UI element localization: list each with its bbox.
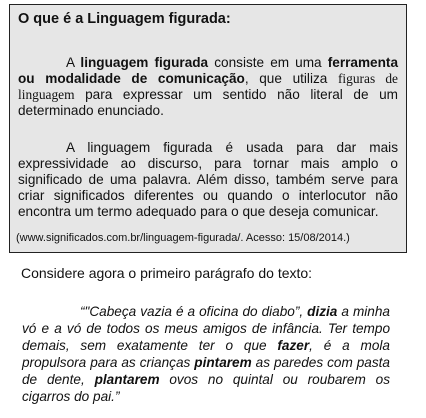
p1-text-d: , que utiliza: [244, 71, 338, 86]
p2-text: A linguagem figurada é usada para dar mais expressividade ao discurso, para tornar mais amplo o significado de uma palavra. Além disso, também serve para criar significados diferentes ou quando o interlocutor não encontra um termo adequado para o que deseja comunicar.: [18, 140, 398, 219]
definition-paragraph-1: [18, 55, 398, 119]
definition-paragraph-2: [18, 140, 398, 220]
quote-text-4: as paredes com pasta de dente,: [22, 355, 390, 387]
quote-bold-1: dizia: [307, 304, 338, 319]
p1-text-c: consiste em uma: [208, 55, 328, 70]
instruction-text: Considere agora o primeiro parágrafo do texto:: [21, 265, 313, 281]
p1-text-e: para expressar um sentido não literal de um determinado enunciado.: [18, 87, 398, 118]
p1-bold-term: linguagem figurada: [80, 55, 209, 70]
quote-text-2: a minha vó e a vó de todos os meus amigos de infância. Ter tempo demais, sem exatamente ter o que: [22, 304, 390, 353]
box-title: O que é a Linguagem figurada:: [18, 11, 231, 27]
quote-text-5: ovos no quintal ou roubarem os cigarros do pai.”: [22, 372, 390, 404]
p1-bold-phrase: ferramenta ou modalidade de comunicação: [18, 55, 398, 86]
quote-text-1: “"Cabeça vazia é a oficina do diabo”,: [80, 304, 308, 319]
p1-serif-phrase: figuras de linguagem: [18, 71, 399, 102]
quote-bold-4: plantarem: [94, 372, 160, 387]
p1-text-a: A: [66, 55, 81, 70]
quote-bold-2: fazer: [277, 338, 310, 353]
quote-text-3: , é a mola propulsora para as crianças: [22, 338, 390, 370]
source-citation: (www.significados.com.br/linguagem-figurada/. Acesso: 15/08/2014.): [16, 232, 350, 244]
quote-bold-3: pintarem: [194, 355, 252, 370]
quoted-paragraph: [22, 303, 390, 405]
definition-box: [9, 4, 407, 253]
